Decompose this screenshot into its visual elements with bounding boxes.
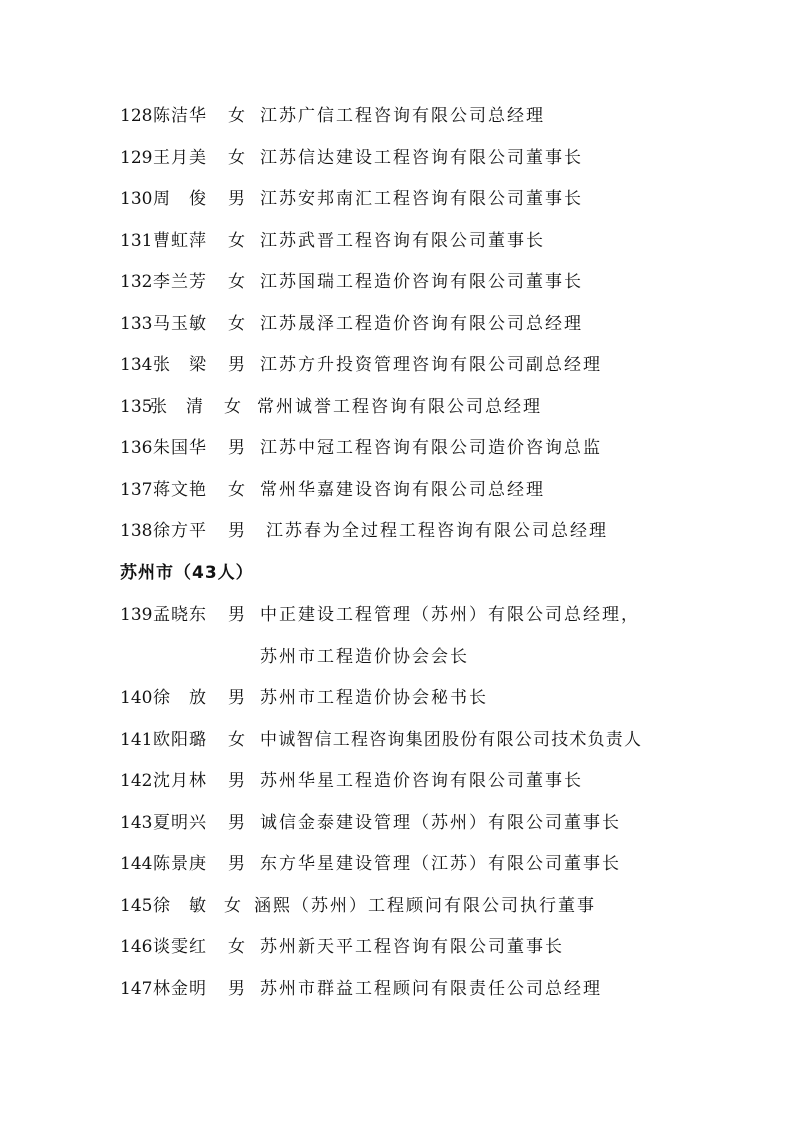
entry-gender: 男 <box>228 438 245 458</box>
entry-title: 江苏广信工程咨询有限公司总经理 <box>260 106 545 126</box>
entry-name: 沈月林 <box>153 771 207 791</box>
entry-gender: 女 <box>228 231 245 251</box>
entry-name: 曹虹萍 <box>153 231 207 251</box>
entry-number: 134 <box>120 355 153 375</box>
entry-number: 147 <box>120 979 153 999</box>
entry-name: 王月美 <box>153 148 207 168</box>
entry-gender: 女 <box>228 480 245 500</box>
entry-name: 朱国华 <box>153 438 207 458</box>
entry-gender: 男 <box>228 813 245 833</box>
entry-title: 中正建设工程管理（苏州）有限公司总经理， <box>260 605 640 625</box>
entry-title: 东方华星建设管理（江苏）有限公司董事长 <box>260 854 621 874</box>
entry-title: 诚信金泰建设管理（苏州）有限公司董事长 <box>260 813 621 833</box>
entry-title: 江苏信达建设工程咨询有限公司董事长 <box>260 148 583 168</box>
entry-name: 夏明兴 <box>153 813 207 833</box>
entry-gender: 男 <box>228 854 245 874</box>
entry-number: 133 <box>120 314 153 334</box>
entry-name: 陈景庚 <box>153 854 207 874</box>
entry-number: 144 <box>120 854 153 874</box>
entry-title: 涵熙（苏州）工程顾问有限公司执行董事 <box>254 896 596 916</box>
entry-number: 145 <box>120 896 153 916</box>
entry-number: 137 <box>120 480 153 500</box>
entry-title: 江苏方升投资管理咨询有限公司副总经理 <box>260 355 602 375</box>
entry-gender: 女 <box>228 730 245 750</box>
entry-number: 132 <box>120 272 153 292</box>
entry-gender: 男 <box>228 771 245 791</box>
entry-name: 周 俊 <box>153 189 207 209</box>
entry-name: 徐方平 <box>153 521 207 541</box>
entry-title: 江苏中冠工程咨询有限公司造价咨询总监 <box>260 438 602 458</box>
entry-gender: 女 <box>228 272 245 292</box>
entry-gender: 男 <box>228 521 245 541</box>
entry-title: 苏州华星工程造价咨询有限公司董事长 <box>260 771 583 791</box>
entry-title: 江苏晟泽工程造价咨询有限公司总经理 <box>260 314 583 334</box>
entry-number: 130 <box>120 189 153 209</box>
entry-title: 江苏武晋工程咨询有限公司董事长 <box>260 231 545 251</box>
entry-title: 常州诚誉工程咨询有限公司总经理 <box>257 397 542 417</box>
entry-title-continuation: 苏州市工程造价协会会长 <box>260 647 469 667</box>
entry-gender: 女 <box>224 896 241 916</box>
entry-title: 常州华嘉建设咨询有限公司总经理 <box>260 480 545 500</box>
entry-number: 131 <box>120 231 153 251</box>
entry-name: 马玉敏 <box>153 314 207 334</box>
entry-gender: 女 <box>228 148 245 168</box>
section-heading: 苏州市（43人） <box>120 563 254 583</box>
entry-name: 谈雯红 <box>153 937 207 957</box>
entry-title: 苏州市群益工程顾问有限责任公司总经理 <box>260 979 602 999</box>
entry-name: 陈洁华 <box>153 106 207 126</box>
entry-name: 张 梁 <box>153 355 207 375</box>
entry-number: 139 <box>120 605 153 625</box>
entry-gender: 男 <box>228 189 245 209</box>
entry-name: 徐 敏 <box>153 896 207 916</box>
entry-gender: 男 <box>228 355 245 375</box>
entry-name: 蒋文艳 <box>153 480 207 500</box>
entry-title: 江苏国瑞工程造价咨询有限公司董事长 <box>260 272 583 292</box>
entry-gender: 男 <box>228 688 245 708</box>
entry-gender: 女 <box>228 106 245 126</box>
entry-title: 江苏春为全过程工程咨询有限公司总经理 <box>266 521 608 541</box>
entry-title: 苏州新天平工程咨询有限公司董事长 <box>260 937 564 957</box>
entry-name: 李兰芳 <box>153 272 207 292</box>
entry-gender: 男 <box>228 605 245 625</box>
entry-gender: 女 <box>228 314 245 334</box>
entry-number: 143 <box>120 813 153 833</box>
entry-number: 129 <box>120 148 153 168</box>
entry-name: 张 清 <box>150 397 204 417</box>
entry-name: 欧阳璐 <box>153 730 207 750</box>
entry-name: 林金明 <box>153 979 207 999</box>
entry-gender: 女 <box>228 937 245 957</box>
entry-name: 徐 放 <box>153 688 207 708</box>
entry-number: 128 <box>120 106 153 126</box>
entry-title: 江苏安邦南汇工程咨询有限公司董事长 <box>260 189 583 209</box>
entry-number: 142 <box>120 771 153 791</box>
entry-title: 中诚智信工程咨询集团股份有限公司技术负责人 <box>260 730 643 750</box>
entry-number: 138 <box>120 521 153 541</box>
entry-gender: 男 <box>228 979 245 999</box>
entry-title: 苏州市工程造价协会秘书长 <box>260 688 488 708</box>
entry-number: 135 <box>120 397 153 417</box>
entry-number: 140 <box>120 688 153 708</box>
entry-number: 136 <box>120 438 153 458</box>
entry-name: 孟晓东 <box>153 605 207 625</box>
entry-gender: 女 <box>224 397 241 417</box>
entry-number: 141 <box>120 730 153 750</box>
entry-number: 146 <box>120 937 153 957</box>
